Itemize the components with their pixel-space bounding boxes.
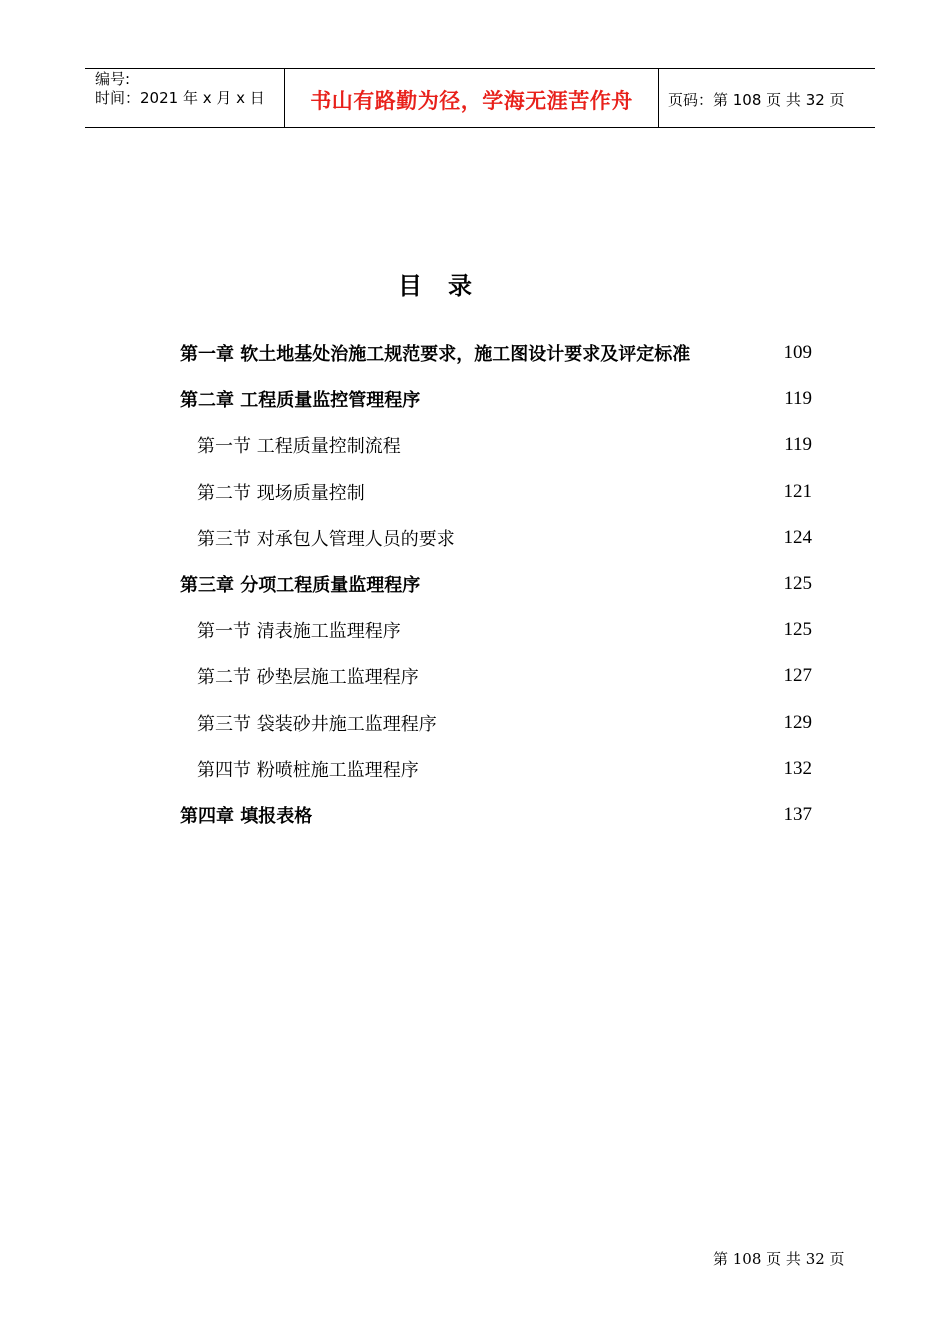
toc-entry-section-2-3[interactable] (180, 515, 812, 561)
toc-entry-text: 第三节 袋装砂井施工监理程序 (197, 713, 437, 735)
page-footer: 第 108 页 共 32 页 (713, 1250, 845, 1268)
toc-entry-section-2-2[interactable] (180, 469, 812, 515)
toc-entry-text: 第四章 填报表格 (180, 805, 313, 827)
toc-entry-chapter-2[interactable] (180, 376, 812, 422)
toc-entry-page: 125 (783, 573, 812, 595)
toc-entry-page: 127 (783, 665, 812, 687)
toc-entry-text: 第一节 清表施工监理程序 (197, 621, 401, 643)
toc-entry-text: 第四节 粉喷桩施工监理程序 (197, 759, 419, 781)
number-label: 编号: (95, 70, 131, 88)
header-meta-cell (85, 69, 285, 127)
toc-entry-page: 125 (783, 619, 812, 641)
header-page-info: 页码：第 108 页 共 32 页 (668, 90, 845, 109)
table-of-contents (180, 330, 812, 838)
toc-entry-chapter-3[interactable] (180, 561, 812, 607)
toc-entry-text: 第三节 对承包人管理人员的要求 (197, 528, 455, 550)
header-motto: 书山有路勤为径，学海无涯苦作舟 (285, 69, 659, 127)
toc-entry-text: 第二章 工程质量监控管理程序 (180, 390, 421, 412)
toc-entry-page: 119 (784, 434, 812, 456)
toc-entry-text: 第二节 砂垫层施工监理程序 (197, 667, 419, 689)
toc-entry-page: 109 (783, 342, 812, 364)
toc-entry-page: 129 (783, 711, 812, 733)
toc-entry-text: 第三章 分项工程质量监理程序 (180, 575, 421, 597)
toc-entry-section-3-4[interactable] (180, 746, 812, 792)
toc-entry-chapter-1[interactable] (180, 330, 812, 376)
toc-entry-section-2-1[interactable] (180, 422, 812, 468)
toc-entry-page: 119 (784, 388, 812, 410)
toc-entry-page: 132 (783, 757, 812, 779)
toc-entry-section-3-2[interactable] (180, 653, 812, 699)
toc-entry-text: 第一章 软土地基处治施工规范要求，施工图设计要求及评定标准 (180, 344, 691, 366)
toc-entry-page: 137 (783, 803, 812, 825)
page-header (85, 68, 875, 128)
time-label: 时间：2021 年 x 月 x 日 (95, 89, 265, 107)
toc-entry-text: 第二节 现场质量控制 (197, 482, 365, 504)
toc-entry-chapter-4[interactable] (180, 792, 812, 838)
toc-entry-text: 第一节 工程质量控制流程 (197, 436, 401, 458)
toc-entry-section-3-1[interactable] (180, 607, 812, 653)
toc-entry-page: 121 (783, 480, 812, 502)
toc-entry-section-3-3[interactable] (180, 700, 812, 746)
toc-title: 目录 (398, 272, 498, 300)
toc-entry-page: 124 (783, 526, 812, 548)
